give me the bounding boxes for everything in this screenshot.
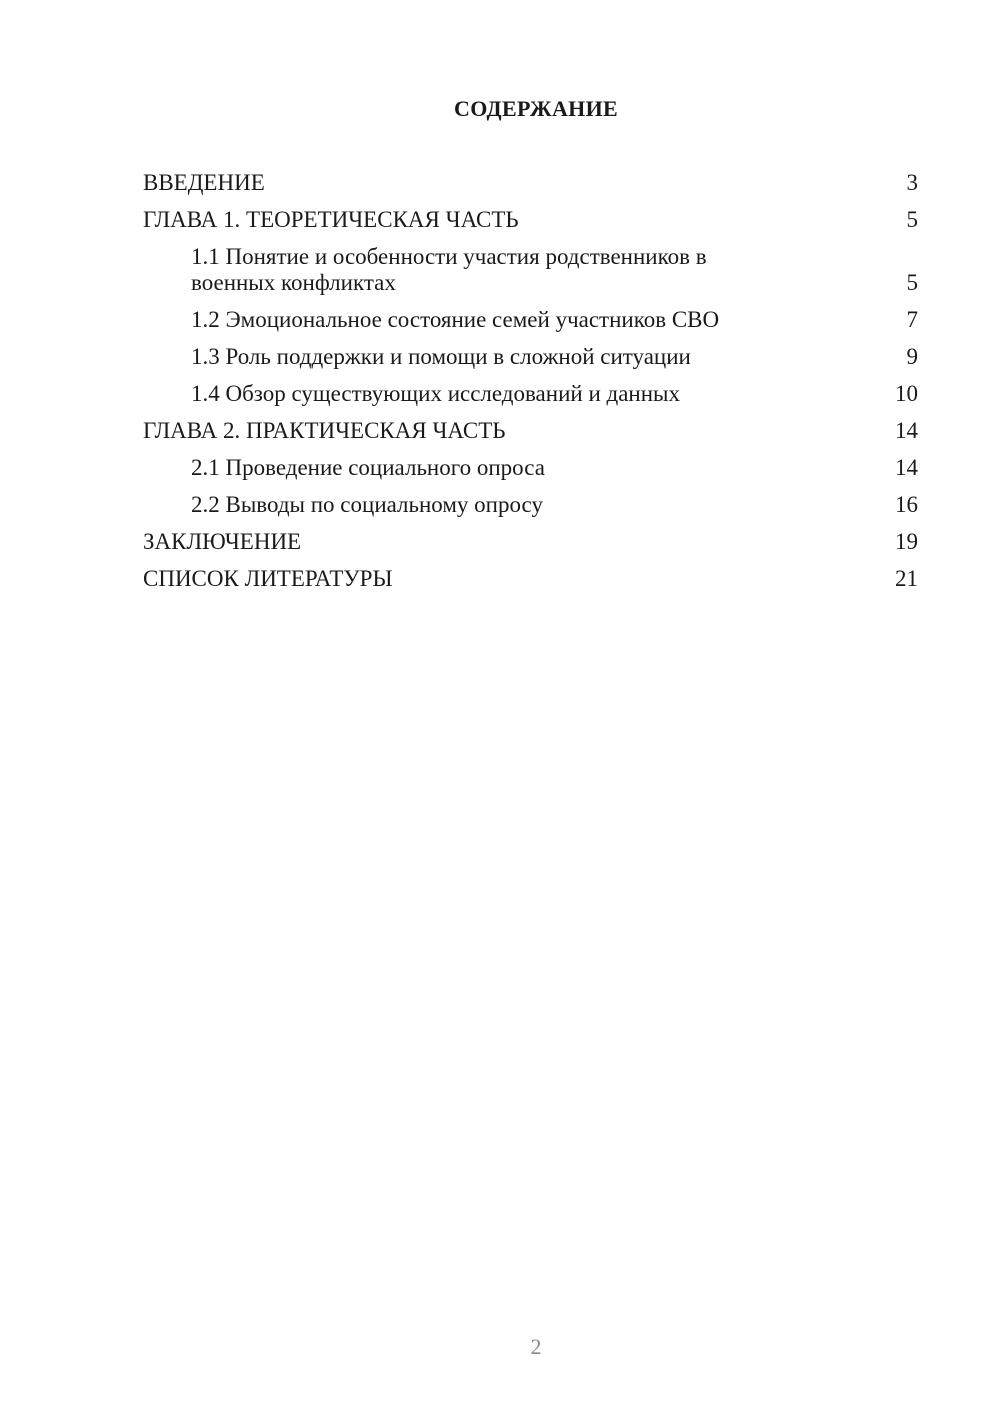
page-number: 2 bbox=[530, 1334, 542, 1359]
toc-entry-page: 16 bbox=[895, 492, 918, 517]
toc-entry-label: 1.3 Роль поддержки и помощи в сложной ситуации bbox=[191, 344, 691, 369]
toc-entry-bibliography[interactable] bbox=[143, 566, 918, 592]
toc-entry-label: ГЛАВА 1. ТЕОРЕТИЧЕСКАЯ ЧАСТЬ bbox=[143, 207, 519, 232]
toc-entry-conclusion[interactable] bbox=[143, 529, 918, 555]
toc-entry-chapter-1[interactable] bbox=[143, 207, 918, 233]
toc-entry-label: 2.2 Выводы по социальному опросу bbox=[191, 492, 543, 517]
toc-entry-label: ГЛАВА 2. ПРАКТИЧЕСКАЯ ЧАСТЬ bbox=[143, 418, 506, 443]
toc-entry-page: 3 bbox=[906, 170, 918, 195]
toc-entry-section-1-4[interactable] bbox=[143, 381, 918, 407]
toc-entry-label: 1.4 Обзор существующих исследований и данных bbox=[191, 381, 680, 406]
toc-entry-page: 14 bbox=[895, 418, 918, 443]
toc-entry-page: 9 bbox=[906, 344, 918, 369]
toc-entry-page: 19 bbox=[895, 529, 918, 554]
toc-entry-label: 1.2 Эмоциональное состояние семей участников СВО bbox=[191, 307, 720, 332]
toc-entry-chapter-2[interactable] bbox=[143, 418, 918, 444]
toc-entry-introduction[interactable] bbox=[143, 170, 918, 196]
toc-entry-page: 5 bbox=[906, 207, 918, 232]
toc-entry-label: СПИСОК ЛИТЕРАТУРЫ bbox=[143, 566, 393, 591]
toc-entry-section-1-1[interactable] bbox=[143, 244, 918, 296]
toc-entry-label: 2.1 Проведение социального опроса bbox=[191, 455, 545, 480]
toc-entry-label: ЗАКЛЮЧЕНИЕ bbox=[143, 529, 302, 554]
toc-entry-label: ВВЕДЕНИЕ bbox=[143, 170, 265, 195]
toc-entry-page: 14 bbox=[895, 455, 918, 480]
page-title: СОДЕРЖАНИЕ bbox=[454, 96, 618, 121]
toc-entry-page: 5 bbox=[906, 270, 918, 295]
toc-entry-page: 21 bbox=[895, 566, 918, 591]
toc-entry-section-2-1[interactable] bbox=[143, 455, 918, 481]
toc-entry-section-1-3[interactable] bbox=[143, 344, 918, 370]
toc-entry-page: 10 bbox=[895, 381, 918, 406]
table-of-contents bbox=[143, 170, 918, 603]
toc-entry-label: 1.1 Понятие и особенности участия родственников в военных конфликтах bbox=[191, 244, 707, 295]
toc-entry-section-2-2[interactable] bbox=[143, 492, 918, 518]
toc-entry-page: 7 bbox=[906, 307, 918, 332]
toc-entry-section-1-2[interactable] bbox=[143, 307, 918, 333]
